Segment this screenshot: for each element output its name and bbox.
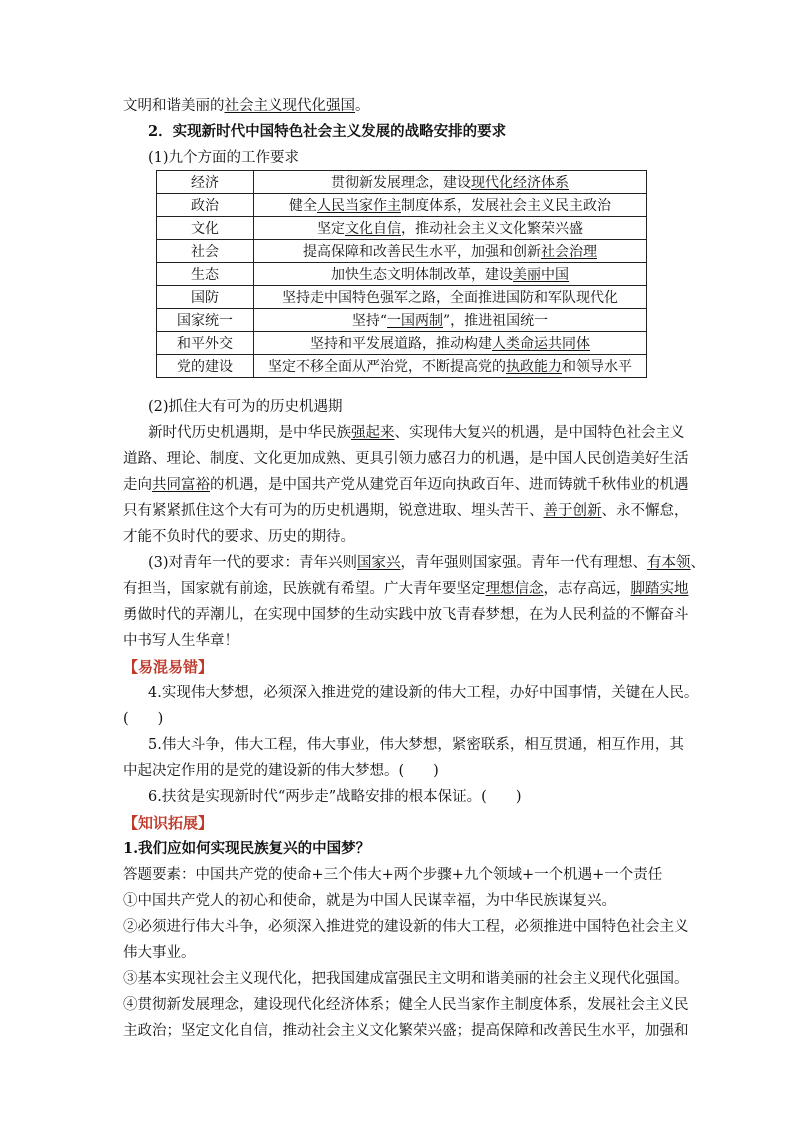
table-cell-requirement [254, 240, 647, 263]
text-line [123, 96, 683, 116]
underlined-term: 社会治理 [541, 244, 597, 260]
text-span: 制度体系，发展社会主义民主政治 [401, 198, 611, 214]
text-span: 文明和谐美丽的 [123, 98, 225, 114]
table-cell-field: 社会 [157, 240, 254, 263]
underlined-term: 文化自信 [345, 221, 401, 237]
sub-heading: (2)抓住大有可为的历史机遇期 [148, 399, 343, 415]
answer-line: ①中国共产党人的初心和使命，就是为中国人民谋幸福，为中华民族谋复兴。 [123, 893, 616, 909]
section-heading: 2．实现新时代中国特色社会主义发展的战略安排的要求 [148, 123, 507, 140]
question-line: 中起决定作用的是党的建设新的伟大梦想。( ) [123, 763, 439, 779]
text-span: 贯彻新发展理念，建设 [331, 175, 471, 191]
answer-line: 伟大事业。 [123, 945, 196, 961]
underlined-term: 理想信念 [485, 581, 544, 597]
paragraph-line: 只有紧紧抓住这个大有可为的历史机遇期，锐意进取、埋头苦干、善于创新、永不懈怠， [123, 503, 689, 519]
paragraph-line: 中书写人生华章！ [123, 633, 239, 649]
table-cell-requirement [254, 286, 647, 309]
text-span: ，推动社会主义文化繁荣兴盛 [401, 221, 583, 237]
text-span: 健全 [289, 198, 317, 214]
table-row [157, 194, 647, 217]
answer-line: 主政治；坚定文化自信，推动社会主义文化繁荣兴盛；提高保障和改善民生水平，加强和 [123, 1023, 689, 1039]
paragraph-line: 走向共同富裕的机遇，是中国共产党从建党百年迈向执政百年、进而铸就千秋伟业的机遇 [123, 477, 689, 493]
table-row [157, 309, 647, 332]
expand-question: 1.我们应如何实现民族复兴的中国梦？ [123, 840, 371, 857]
paragraph-line: 勇做时代的弄潮儿，在实现中国梦的生动实践中放飞青春梦想，在为人民利益的不懈奋斗 [123, 607, 689, 623]
paragraph-line: (3)对青年一代的要求：青年兴则国家兴，青年强则国家强。青年一代有理想、有本领、 [148, 555, 706, 571]
text-span: 。 [355, 98, 370, 114]
paragraph-line: 才能不负时代的要求、历史的期待。 [123, 529, 355, 545]
underlined-term: 现代化经济体系 [471, 175, 569, 191]
underlined-term: 人类命运共同体 [492, 336, 590, 352]
table-cell-field: 国防 [157, 286, 254, 309]
table-cell-requirement [254, 355, 647, 378]
answer-points: 答题要素：中国共产党的使命+三个伟大+两个步骤+九个领域+一个机遇+一个责任 [123, 867, 663, 883]
underlined-term: 一国两制 [387, 313, 443, 329]
underlined-term: 善于创新 [543, 503, 602, 519]
text-span: 坚持走中国特色强军之路，全面推进国防和军队现代化 [282, 290, 618, 306]
text-span: 提高保障和改善民生水平，加强和创新 [303, 244, 541, 260]
table-cell-requirement [254, 332, 647, 355]
table-cell-field: 生态 [157, 263, 254, 286]
text-span: 坚持“ [351, 313, 387, 329]
question-line: 5.伟大斗争，伟大工程，伟大事业，伟大梦想，紧密联系，相互贯通，相互作用，其 [148, 737, 684, 753]
underlined-term: 强起来 [351, 425, 395, 441]
table-cell-requirement [254, 217, 647, 240]
underlined-term: 执政能力 [506, 359, 562, 375]
paragraph-line: 新时代历史机遇期，是中华民族强起来、实现伟大复兴的机遇，是中国特色社会主义 [148, 425, 685, 441]
answer-line: ③基本实现社会主义现代化，把我国建成富强民主文明和谐美丽的社会主义现代化强国。 [123, 971, 689, 987]
underlined-term: 美丽中国 [513, 267, 569, 283]
table-cell-field: 文化 [157, 217, 254, 240]
work-requirements-table [156, 170, 647, 378]
table-cell-field: 经济 [157, 171, 254, 194]
table-row [157, 286, 647, 309]
table-cell-field: 党的建设 [157, 355, 254, 378]
question-line: 6.扶贫是实现新时代“两步走”战略安排的根本保证。( ) [148, 789, 522, 805]
text-span: ”，推进祖国统一 [443, 313, 549, 329]
sub-heading: (1)九个方面的工作要求 [148, 150, 300, 166]
answer-line: ②必须进行伟大斗争，必须深入推进党的建设新的伟大工程，必须推进中国特色社会主义 [123, 919, 689, 935]
underlined-term: 有本领 [647, 555, 691, 571]
mistakes-heading: 【易混易错】 [123, 658, 214, 676]
text-span: 坚持和平发展道路，推动构建 [310, 336, 492, 352]
table-cell-requirement [254, 194, 647, 217]
text-span: 坚定不移全面从严治党，不断提高党的 [268, 359, 506, 375]
text-span: 坚定 [317, 221, 345, 237]
underlined-term: 共同富裕 [152, 477, 210, 493]
table-cell-requirement [254, 263, 647, 286]
table-row [157, 240, 647, 263]
table-row [157, 332, 647, 355]
underlined-term: 人民当家作主 [317, 198, 401, 214]
question-line: 4.实现伟大梦想，必须深入推进党的建设新的伟大工程，办好中国事情，关键在人民。 [148, 685, 699, 701]
table-cell-field: 国家统一 [157, 309, 254, 332]
underlined-term: 脚踏实地 [630, 581, 689, 597]
table-row [157, 217, 647, 240]
table-cell-field: 和平外交 [157, 332, 254, 355]
paragraph-line: 道路、理论、制度、文化更加成熟、更具引领力感召力的机遇，是中国人民创造美好生活 [123, 451, 689, 467]
table-cell-requirement [254, 309, 647, 332]
underlined-term: 社会主义现代化强国 [224, 98, 355, 114]
paragraph-line: 有担当，国家就有前途，民族就有希望。广大青年要坚定理想信念，志存高远，脚踏实地 [123, 581, 689, 597]
table-row [157, 355, 647, 378]
answer-blank: ( ) [123, 711, 164, 727]
table-cell-requirement [254, 171, 647, 194]
table-row [157, 263, 647, 286]
table-cell-field: 政治 [157, 194, 254, 217]
answer-line: ④贯彻新发展理念，建设现代化经济体系；健全人民当家作主制度体系，发展社会主义民 [123, 997, 689, 1013]
underlined-term: 国家兴 [357, 555, 401, 571]
table-row [157, 171, 647, 194]
expand-heading: 【知识拓展】 [123, 814, 214, 832]
text-span: 和领导水平 [562, 359, 632, 375]
text-span: 加快生态文明体制改革，建设 [331, 267, 513, 283]
